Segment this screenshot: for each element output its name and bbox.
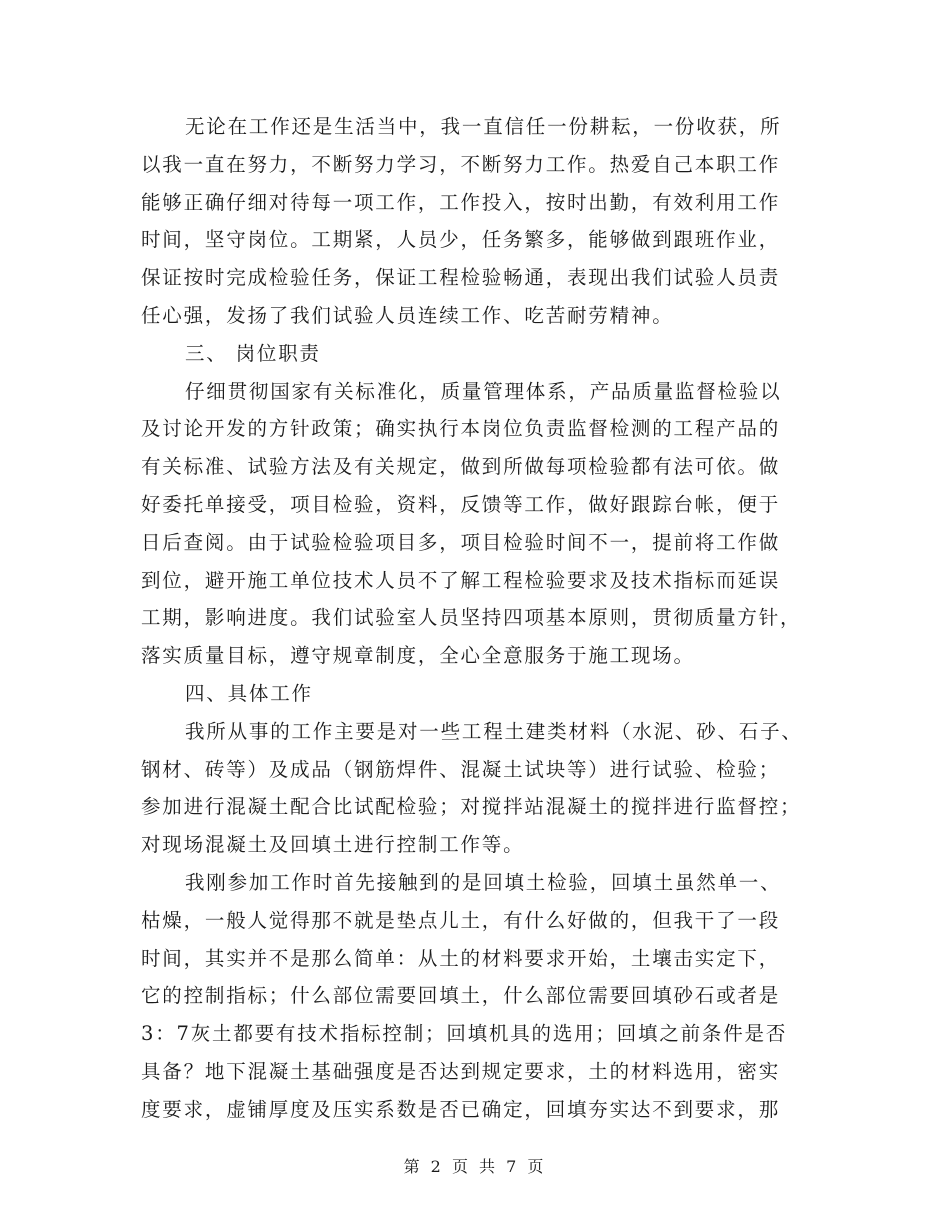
paragraph-line: 3：7灰土都要有技术指标控制；回填机具的选用；回填之前条件是否 — [141, 1022, 788, 1046]
document-body — [141, 108, 811, 1129]
page-footer — [0, 1154, 950, 1177]
page-number: 第 2 页 共 7 页 — [403, 1157, 547, 1176]
paragraph-line: 它的控制指标；什么部位需要回填土，什么部位需要回填砂石或者是 — [141, 984, 781, 1008]
paragraph-line: 好委托单接受，项目检验，资料，反馈等工作，做好跟踪台帐，便于 — [141, 492, 781, 516]
paragraph-line: 日后查阅。由于试验检验项目多，项目检验时间不一，提前将工作做 — [141, 530, 781, 554]
paragraph-line: 度要求，虚铺厚度及压实系数是否已确定，回填夯实达不到要求，那 — [141, 1097, 781, 1121]
paragraph-line: 对现场混凝土及回填土进行控制工作等。 — [141, 833, 525, 857]
paragraph-line: 时间，坚守岗位。工期紧，人员少，任务繁多，能够做到跟班作业， — [141, 228, 781, 252]
paragraph-line: 仔细贯彻国家有关标准化，质量管理体系，产品质量监督检验以 — [185, 379, 782, 403]
paragraph-line: 工期，影响进度。我们试验室人员坚持四项基本原则，贯彻质量方针， — [141, 606, 802, 630]
section-heading: 三、 岗位职责 — [185, 341, 321, 365]
paragraph-line: 我所从事的工作主要是对一些工程土建类材料（水泥、砂、石子、 — [185, 719, 803, 743]
paragraph-line: 钢材、砖等）及成品（钢筋焊件、混凝土试块等）进行试验、检验； — [141, 757, 781, 781]
section-heading: 四、具体工作 — [185, 681, 313, 705]
paragraph-line: 时间，其实并不是那么简单：从土的材料要求开始，土壤击实定下， — [141, 946, 781, 970]
paragraph-line: 以我一直在努力，不断努力学习，不断努力工作。热爱自己本职工作 — [141, 152, 781, 176]
paragraph-line: 到位，避开施工单位技术人员不了解工程检验要求及技术指标而延误 — [141, 568, 781, 592]
paragraph-line: 落实质量目标，遵守规章制度，全心全意服务于施工现场。 — [141, 644, 695, 668]
paragraph-line: 无论在工作还是生活当中，我一直信任一份耕耘，一份收获，所 — [185, 115, 782, 138]
paragraph-line: 我刚参加工作时首先接触到的是回填土检验，回填土虽然单一、 — [185, 870, 782, 894]
paragraph-line: 能够正确仔细对待每一项工作，工作投入，按时出勤，有效利用工作 — [141, 190, 781, 214]
paragraph-line: 保证按时完成检验任务，保证工程检验畅通，表现出我们试验人员责 — [141, 266, 781, 290]
paragraph-line: 及讨论开发的方针政策；确实执行本岗位负责监督检测的工程产品的 — [141, 417, 781, 441]
paragraph-line: 枯燥，一般人觉得那不就是垫点儿土，有什么好做的，但我干了一段 — [141, 908, 781, 932]
paragraph-line: 有关标准、试验方法及有关规定，做到所做每项检验都有法可依。做 — [141, 455, 781, 479]
paragraph-line: 任心强，发扬了我们试验人员连续工作、吃苦耐劳精神。 — [141, 303, 674, 327]
paragraph-line: 具备？地下混凝土基础强度是否达到规定要求，土的材料选用，密实 — [141, 1059, 781, 1083]
paragraph-line: 参加进行混凝土配合比试配检验；对搅拌站混凝土的搅拌进行监督控； — [141, 795, 802, 819]
